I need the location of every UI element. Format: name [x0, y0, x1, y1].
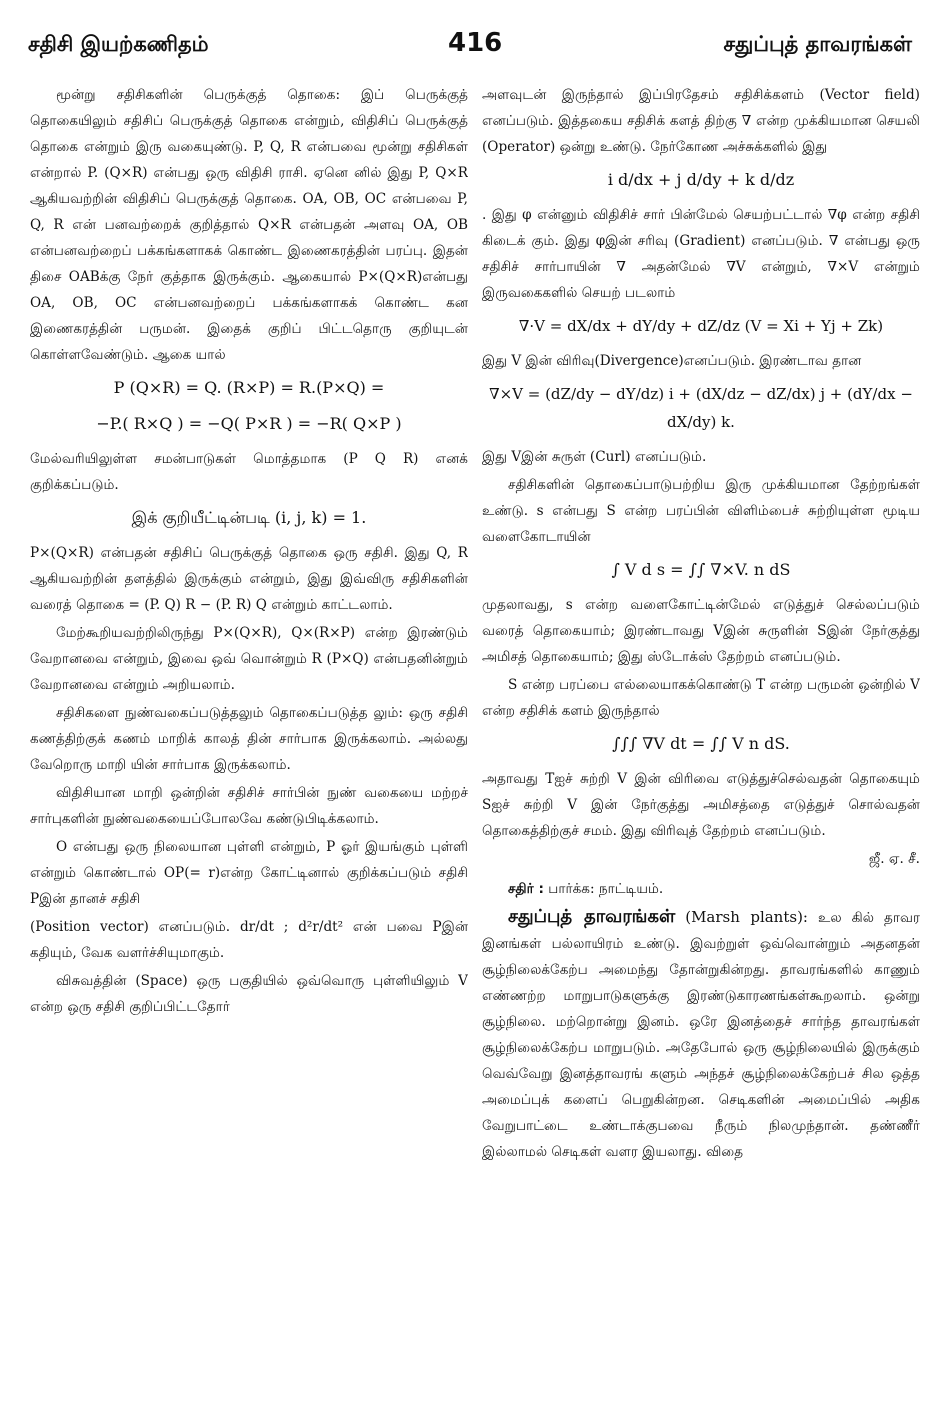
- equation: i d/dx + j d/dy + k d/dz: [607, 170, 795, 189]
- entry-heading: சதுப்புத் தாவரங்கள்: [508, 906, 676, 927]
- author-signature: ஜீ. ஏ. சீ.: [868, 851, 920, 867]
- entry-satir: [482, 876, 920, 902]
- paragraph: (Position vector) எனப்படும். dr/dt ; d²r/dt² என் பவை Pஇன் கதியும், வேக வளர்ச்சியுமாகும்.: [30, 919, 468, 961]
- paragraph: விதிசியான மாறி ஒன்றின் சதிசிச் சார்பின் நுண் வகையை மற்றச் சார்புகளின் நுண்வகையைப்போலவே கண்டுபிடிக்கலாம்.: [30, 785, 468, 827]
- header-left-title: சதிசி இயற்கணிதம்: [28, 32, 209, 56]
- paragraph: S என்ற பரப்பை எல்லையாகக்கொண்டு T என்ற பருமன் ஒன்றில் V என்ற சதிசிக் களம் இருந்தால்: [482, 677, 920, 719]
- equation: P (Q×R) = Q. (R×P) = R.(P×Q) =: [113, 378, 385, 397]
- page-header: [28, 28, 912, 68]
- left-column: [30, 82, 468, 1412]
- column-divider: [470, 82, 471, 1402]
- paragraph: முதலாவது, s என்ற வளைகோட்டின்மேல் எடுத்துச் செல்லப்படும் வரைத் தொகையாம்; இரண்டாவது Vஇன் சுருளின் Sஇன் நேர்குத்து அமிசத் தொகையாம்; இது ஸ்டோக்ஸ் தேற்றம் எனப்படும்.: [482, 597, 920, 665]
- equation: ∇·V = dX/dx + dY/dy + dZ/dz (V = Xi + Yj + Zk): [518, 317, 884, 335]
- paragraph: அளவுடன் இருந்தால் இப்பிரதேசம் சதிசிக்களம் (Vector field) எனப்படும். இத்தகைய சதிசிக் களத் திற்கு ∇ என்ற முக்கியமான செயலி (Operator) ஒன்று உண்டு. நேர்கோண அச்சுக்களில் இது: [482, 87, 920, 155]
- entry-body: பார்க்க: நாட்டியம்.: [548, 881, 664, 897]
- paragraph: மூன்று சதிசிகளின் பெருக்குத் தொகை: இப் பெருக்குத் தொகையிலும் சதிசிப் பெருக்குத் தொகை என்றும், விதிசிப் பெருக்குத் தொகை என்றும் இரு வகையுண்டு. P, Q, R என்பவை மூன்று சதிசிகள் என்றால் P. (Q×R) என்பது ஒரு விதிசி ராசி. ஏனெ னில் இது P, Q×R ஆகியவற்றின் விதிசிப் பெருக்குத் தொகை. OA, OB, OC என்பவை P, Q, R என் பனவற்றைக் குறித்தால் Q×R என்பதன் அளவு OA, OB என்பனவற்றைப் பக்கங்களாகக் கொண்ட இணைகரத்தின் பரப்பு. இதன் திசை OABக்கு நேர் குத்தாக இருக்கும். ஆகையால் P×(Q×R)என்பது OA, OB, OC என்பனவற்றைப் பக்கங்களாகக் கொண்ட கன இணைகரத்தின் பருமன். இதைக் குறிப் பிட்டதொரு குறியுடன் கொள்ளவேண்டும். ஆகை யால்: [30, 87, 468, 363]
- right-column: [482, 82, 920, 1412]
- paragraph: மேல்வரியிலுள்ள சமன்பாடுகள் மொத்தமாக (P Q R) எனக் குறிக்கப்படும்.: [30, 451, 468, 493]
- equation: ∇×V = (dZ/dy − dY/dz) i + (dX/dz − dZ/dx) j + (dY/dx − dX/dy) k.: [489, 385, 913, 431]
- equation: −P.( R×Q ) = −Q( P×R ) = −R( Q×P ): [96, 414, 402, 433]
- entry-heading: சதிர் :: [508, 881, 544, 897]
- paragraph: சதிசிகளை நுண்வகைப்படுத்தலும் தொகைப்படுத்த லும்: ஒரு சதிசி கணத்திற்குக் கணம் மாறிக் காலத் தின் சார்பாக இருக்கலாம். அல்லது வேறொரு மாறி யின் சார்பாக இருக்கலாம்.: [30, 705, 468, 773]
- paragraph: O என்பது ஒரு நிலையான புள்ளி என்றும், P ஓர் இயங்கும் புள்ளி என்றும் கொண்டால் OP(= r)என்ற கோட்டினால் குறிக்கப்படும் சதிசி Pஇன் தானச் சதிசி: [30, 839, 468, 907]
- paragraph: அதாவது Tஐச் சுற்றி V இன் விரிவை எடுத்துச்செல்வதன் தொகையும் Sஐச் சுற்றி V இன் நேர்குத்து அமிசத்தை எடுத்துச் சொல்வதன் தொகைத்திற்குச் சமம். இது விரிவுத் தேற்றம் எனப்படும்.: [482, 771, 920, 839]
- paragraph: விசுவத்தின் (Space) ஒரு பகுதியில் ஒவ்வொரு புள்ளியிலும் V என்ற ஒரு சதிசி குறிப்பிட்டதோர்: [30, 973, 468, 1015]
- header-right-title: சதுப்புத் தாவரங்கள்: [723, 32, 912, 56]
- entry-english-term: (Marsh plants):: [685, 908, 808, 926]
- entry-marsh-plants: [482, 904, 920, 1165]
- paragraph: இது Vஇன் சுருள் (Curl) எனப்படும்.: [482, 449, 707, 465]
- paragraph: மேற்கூறியவற்றிலிருந்து P×(Q×R), Q×(R×P) என்ற இரண்டும் வேறானவை என்றும், இவை ஒவ் வொன்றும் R (P×Q) என்பதனின்றும் வேறானவை என்றும் அறியலாம்.: [30, 625, 468, 693]
- paragraph: சதிசிகளின் தொகைப்பாடுபற்றிய இரு முக்கியமான தேற்றங்கள் உண்டு. s என்பது S என்ற பரப்பின் விளிம்பைச் சுற்றியுள்ள மூடிய வளைகோடாயின்: [482, 477, 920, 545]
- paragraph: இது V இன் விரிவு(Divergence)எனப்படும். இரண்டாவ தான: [482, 353, 862, 369]
- entry-body: உல கில் தாவர இனங்கள் பல்லாயிரம் உண்டு. இவற்றுள் ஒவ்வொன்றும் அதனதன் சூழ்நிலைக்கேற்ப அமைந்து தோன்றுகின்றது. தாவரங்களில் காணும் எண்ணற்ற மாறுபாடுகளுக்கு இரண்டுகாரணங்கள்கூறலாம். ஒன்று சூழ்நிலை. மற்றொன்று இனம். ஒரே இனத்தைச் சார்ந்த தாவரங்கள் சூழ்நிலைக்கேற்ப மாறுபடும். அதேபோல் ஒரு சூழ்நிலையில் இருக்கும் வெவ்வேறு இனத்தாவரங் களும் அந்தச் சூழ்நிலைக்கேற்பச் சில ஒத்த அமைப்புக் களைப் பெறுகின்றன. செடிகளின் அமைப்பில் அதிக வேறுபாட்டை உண்டாக்குபவை நீரும் நிலமுந்தான். தண்ணீர் இல்லாமல் செடிகள் வளர இயலாது. விதை: [482, 910, 920, 1160]
- equation: ∫ V d s = ∫∫ ∇×V. n dS: [611, 560, 791, 579]
- equation: இக் குறியீட்டின்படி (i, j, k) = 1.: [131, 508, 367, 527]
- paragraph: P×(Q×R) என்பதன் சதிசிப் பெருக்குத் தொகை ஒரு சதிசி. இது Q, R ஆகியவற்றின் தளத்தில் இருக்கும் என்றும், இது இவ்விரு சதிசிகளின் வரைத் தொகை = (P. Q) R − (P. R) Q என்றும் காட்டலாம்.: [30, 545, 468, 613]
- equation: ∫∫∫ ∇V dt = ∫∫ V n dS.: [612, 734, 790, 753]
- page-number: 416: [448, 28, 503, 58]
- paragraph: . இது φ என்னும் விதிசிச் சார் பின்மேல் செயற்பட்டால் ∇φ என்ற சதிசி கிடைக் கும். இது φஇன் சரிவு (Gradient) எனப்படும். ∇ என்பது ஒரு சதிசிச் சார்பாயின் ∇ அதன்மேல் ∇V என்றும், ∇×V என்றும் இருவகைகளில் செயற் படலாம்: [482, 207, 920, 301]
